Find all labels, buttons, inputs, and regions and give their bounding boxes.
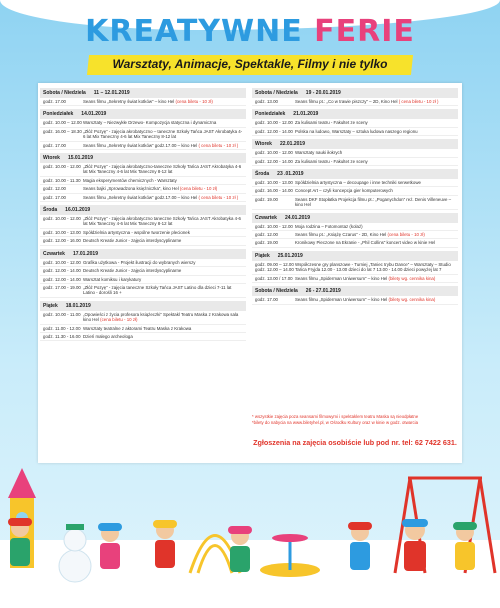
child-icon-5 xyxy=(348,522,372,570)
event-time: godz. 17.00 xyxy=(255,297,278,303)
ticket-price: (bilety wg. cennika kina) xyxy=(388,297,436,303)
event-text: „Złóż Pozyę” - zajęcia akrobatyczno-taneczne Szkoły Tańca JAST Akrobatyka 4-6 lat Mix Taneczny 4-6 lat Mix Taneczny 8-12 lat xyxy=(83,164,242,175)
schedule-row xyxy=(252,296,458,304)
event-description xyxy=(83,285,243,296)
day-date: 18.01.2019 xyxy=(65,302,91,309)
event-description xyxy=(295,180,455,185)
event-description xyxy=(83,268,243,273)
schedule-row xyxy=(252,158,458,166)
event-description xyxy=(83,186,243,191)
ticket-price: (cena biletu - 10 zł) xyxy=(175,99,213,104)
child-icon-6 xyxy=(402,519,428,571)
event-description xyxy=(83,164,243,175)
schedule-row xyxy=(252,119,458,127)
day-date: 25.01.2019 xyxy=(277,252,303,259)
day-name: Poniedziałek xyxy=(43,111,74,118)
event-time: godz. 10.00 - 12.00 xyxy=(43,259,81,265)
event-description xyxy=(83,99,243,104)
event-description xyxy=(83,277,243,282)
event-time: godz. 10.00 - 12.00 xyxy=(255,150,293,156)
event-time: godz. 12.00 - 14.00 xyxy=(43,276,81,282)
day-header xyxy=(252,286,458,296)
event-description xyxy=(295,262,455,273)
day-name: Piątek xyxy=(43,302,58,309)
day-header xyxy=(252,139,458,149)
event-text: Polska na ludowo, Warsztaty – sztuka ludowa naszego regionu xyxy=(295,128,418,134)
event-text: Concept Art – czyli koncepcja gier komputerowych xyxy=(295,188,393,194)
event-text: Warsztaty – Niezwykłe Drzewo- Kompozycja statyczna i dynamiczna xyxy=(83,120,217,126)
event-time: godz. 09.00 – 12.00 godz. 12.00 – 14.00 xyxy=(255,261,294,273)
event-description xyxy=(295,297,455,302)
schedule-column-right xyxy=(252,85,458,305)
event-text: Seans filmu „Spiderman Uniwersum” – kino Hel xyxy=(295,297,388,303)
footnote-free: * wszystkie zajęcia poza seansami filmowymi i spektaklem teatru Maska są nieodpłatne xyxy=(252,414,419,419)
event-time: godz. 12.00 xyxy=(43,186,66,192)
event-time: godz. 10.00 - 12.00 xyxy=(43,216,81,222)
event-text: Grafika użytkowa - Projekt ilustracji do wybranych wierszy xyxy=(83,259,196,265)
footnote-tickets: *bilety do nabycia na www.biletyhel.pl, w Ośrodku Kultury oraz w kinie w godz. otwarcia xyxy=(252,419,418,425)
day-date: 16.01.2019 xyxy=(65,207,91,214)
title-word-2: FERIE xyxy=(314,14,415,49)
event-text: Współczesne gry planszowe - Turniej „Taniec trybu Dance” – Warsztaty – Studio Tańca Fryjda 12.00 - 13.00 dzieci do lat 7 13.00 - 14.00 dzieci powyżej lat 7 xyxy=(295,261,451,273)
event-time: godz. 17.00 xyxy=(43,142,66,148)
day-name: Czwartek xyxy=(43,250,65,257)
day-date: 19 - 20.01.2019 xyxy=(305,90,341,96)
event-description xyxy=(295,232,455,237)
day-date: 14.01.2019 xyxy=(81,111,107,118)
event-description xyxy=(295,224,455,229)
ticket-price: ( cena biletu - 10 zł ) xyxy=(198,142,239,148)
event-description xyxy=(83,334,243,339)
event-time: godz. 10.00 - 11.30 xyxy=(43,177,81,183)
child-icon-4 xyxy=(228,526,252,572)
day-name: Wtorek xyxy=(43,155,60,162)
event-time: godz. 12.00 xyxy=(255,232,278,238)
ticket-price: (bilety wg. cennika kina) xyxy=(388,275,436,281)
schedule-row xyxy=(252,261,458,275)
day-name: Środa xyxy=(255,171,270,178)
schedule-row xyxy=(40,177,246,185)
schedule-row xyxy=(252,275,458,283)
schedule-row xyxy=(40,325,246,333)
day-header xyxy=(40,301,246,311)
schedule-row xyxy=(252,98,458,106)
event-time: godz. 16.00 – 18.30 xyxy=(43,128,82,134)
footnotes xyxy=(252,414,458,425)
schedule-row xyxy=(40,276,246,284)
schedule-column-left xyxy=(40,85,246,341)
event-description xyxy=(83,230,243,235)
day-header xyxy=(40,205,246,215)
event-text: Deutsch Kreativ Junior - zajęcia interdyscyplinarne xyxy=(83,268,182,274)
day-date: 17.01.2019 xyxy=(72,250,98,257)
event-time: godz. 17.00 xyxy=(43,99,66,104)
event-text: Za kulisami teatru - Fakultet ze sceny xyxy=(295,158,368,164)
schedule-row xyxy=(40,128,246,142)
schedule-row xyxy=(40,284,246,298)
event-text: Warsztat komiksu i karykatury xyxy=(83,276,142,282)
event-time: godz. 12.00 - 14.00 xyxy=(43,268,81,274)
event-description xyxy=(83,238,243,243)
schedule-row xyxy=(252,231,458,239)
event-description xyxy=(295,240,455,245)
schedule-row xyxy=(40,119,246,127)
event-text: Dzień malego archeologa xyxy=(83,333,133,339)
event-time: godz. 10.00 - 12.00 xyxy=(43,164,81,170)
event-time: godz. 10.00 – 12.00 xyxy=(43,120,82,126)
page-title xyxy=(0,14,500,49)
event-text: Seans filmu „Spiderman Uniwersum” – kino Hel xyxy=(295,275,388,281)
event-description xyxy=(295,120,455,125)
event-text: Spółdzielnia artystyczna – decoupage i inne techniki serwetkowe xyxy=(295,180,421,186)
day-header xyxy=(252,109,458,119)
schedule-row xyxy=(252,128,458,136)
event-text: „Złóż Pozyę” - zajęcia akrobatyczno – taneczne Szkoły Tańca JAST Akrobatyka 4-6 lat Mix Taneczny 4-6 lat Mix Taneczny 8-12 lat xyxy=(83,128,243,140)
schedule-row xyxy=(252,179,458,187)
event-description xyxy=(295,188,455,193)
ticket-price: ( cena biletu - 10 zł ) xyxy=(198,194,239,200)
day-date: 26 - 27.01.2019 xyxy=(305,288,341,295)
event-description xyxy=(83,195,243,200)
day-date: 24.01.2019 xyxy=(284,214,310,221)
schedule-row xyxy=(40,333,246,341)
event-text: Spółdzielnia artystyczna - wspólne tworzenie plecionek xyxy=(83,229,190,235)
event-description xyxy=(295,197,455,208)
schedule-row xyxy=(40,311,246,325)
winter-playground-illustration xyxy=(0,458,500,608)
event-time: godz. 10.00 - 13.00 xyxy=(43,229,81,235)
event-time: godz. 12.00 - 14.00 xyxy=(255,158,293,164)
registration-info: Zgłoszenia na zajęcia osobiście lub pod nr. tel: 62 7422 631. xyxy=(253,438,457,447)
event-time: godz. 12.00 - 16.00 xyxy=(43,238,81,244)
schedule-row xyxy=(252,149,458,157)
event-description xyxy=(295,99,455,104)
day-date: 15.01.2019 xyxy=(67,155,93,162)
schedule-row xyxy=(40,215,246,229)
day-header xyxy=(252,251,458,261)
event-time: godz. 10.00 - 13.00 xyxy=(255,180,293,186)
event-text: Seans filmu pt.: „Co w trawie piszczy” – 2D, Kino Hel xyxy=(295,99,398,104)
schedule-row xyxy=(252,187,458,195)
schedule-panel xyxy=(38,83,462,463)
event-description xyxy=(83,178,243,183)
event-text: Seans filmu pt.: „Książę Czarus” - 2D, Kino Hel xyxy=(295,232,387,238)
event-text: „Opowieści z życia profesora książeczki” Spektakl Teatru Maska z Krakowa sala kino Hel xyxy=(83,311,239,323)
event-text: Deutsch Kreativ Junior - zajęcia interdyscyplinarne xyxy=(83,238,182,244)
event-text: „Złóż Pozyę” - zajęcia akrobatyczno taneczne Szkoły Tańca JAST Akrobatyka 4-6 lat Mix Taneczny 4-6 lat Mix Taneczny 8-12 lat xyxy=(83,216,241,227)
child-icon-7 xyxy=(453,522,477,570)
day-name: Sobota / Niedziela xyxy=(255,288,298,295)
event-time: godz. 19.00 xyxy=(255,240,278,246)
event-text: Seans filmu „Sekretny świat kotków” godz.17.00 – kino Hel xyxy=(83,142,198,148)
event-time: godz. 13.00 / 17.00 xyxy=(255,275,293,281)
event-description xyxy=(83,216,243,227)
schedule-row xyxy=(252,223,458,231)
event-time: godz. 10.00 - 12.00 xyxy=(255,120,293,126)
event-text: Seans DKF Stopłatka Projekcja filmu pt.: „Poganychdon” reż. Denis Villeneuve – kino Hel xyxy=(295,196,452,208)
schedule-row xyxy=(40,267,246,275)
title-word-1: KREATYWNE xyxy=(85,14,303,49)
schedule-row xyxy=(40,229,246,237)
event-description xyxy=(83,312,243,323)
day-date: 21.01.2019 xyxy=(293,111,319,118)
day-name: Sobota / Niedziela xyxy=(255,90,298,96)
day-date: 11 – 12.01.2019 xyxy=(93,90,130,96)
schedule-row xyxy=(252,196,458,210)
event-text: Magia eksperymentów chemicznych - Warsztaty xyxy=(83,177,177,183)
schedule-row xyxy=(252,239,458,247)
event-text: Seans bajki „Sprowadzona księżniczka”, kino Hel xyxy=(83,186,179,192)
day-header xyxy=(252,88,458,98)
event-text: Moja rodzina – Fotomontaz (kolaż) xyxy=(295,223,363,229)
event-text: „Złóż Pozyę” - zajęcia taneczne Szkoły Tańca JAST Latino dla dzieci 7-11 lat Latino - dorośli 16 + xyxy=(83,284,232,296)
event-description xyxy=(83,129,243,140)
day-name: Piątek xyxy=(255,252,270,259)
schedule-row xyxy=(40,163,246,177)
event-text: Za kulisami teatru - Fakultet ze sceny xyxy=(295,120,368,126)
day-name: Czwartek xyxy=(255,214,277,221)
event-time: godz. 12.00 - 14.00 xyxy=(255,128,293,134)
day-name: Sobota / Niedziela xyxy=(43,90,86,96)
schedule-row xyxy=(40,259,246,267)
schedule-row xyxy=(40,237,246,245)
day-name: Wtorek xyxy=(255,141,272,148)
event-time: godz. 11.00 - 12.00 xyxy=(43,325,81,331)
event-description xyxy=(83,260,243,265)
schedule-row xyxy=(40,98,246,106)
day-header xyxy=(40,109,246,119)
event-time: godz. 16.00 - 14.00 xyxy=(255,188,293,194)
day-header xyxy=(252,169,458,179)
ticket-price: (cena biletu - 10 zł) xyxy=(179,186,218,192)
child-icon-2 xyxy=(98,523,122,569)
event-text: Warsztaty teatralne z aktorami Teatru Maska z Krakowa xyxy=(83,325,192,331)
event-description xyxy=(295,276,455,281)
event-text: Seans filmu „Sekretny świat kotków” godz.17.00 – kino Hel xyxy=(83,194,198,200)
event-description xyxy=(83,326,243,331)
event-time: godz. 10.00 - 12.00 xyxy=(255,223,293,229)
child-icon-3 xyxy=(153,520,177,568)
event-text: Seans filmu „Sekretny świat kotków” – kino Hel xyxy=(83,99,175,104)
event-description xyxy=(295,129,455,134)
day-header xyxy=(40,249,246,259)
event-time: godz. 11.30 - 16.00 xyxy=(43,333,81,339)
ticket-price: ( cena biletu - 10 zł ) xyxy=(398,99,439,104)
schedule-row xyxy=(40,185,246,193)
event-text: Kronikowy Pieczone na Ekranie - „Phil Collins” koncert video w kinie Hel xyxy=(295,240,436,246)
ticket-price: (cena biletu - 10 zł) xyxy=(100,317,138,323)
event-description xyxy=(295,150,455,155)
day-header xyxy=(40,88,246,98)
event-description xyxy=(83,143,243,148)
day-name: Środa xyxy=(43,207,58,214)
ticket-price: (cena biletu - 10 zł) xyxy=(387,232,425,238)
page-subtitle: Warsztaty, Animacje, Spektakle, Filmy i nie tylko xyxy=(112,57,388,71)
event-description xyxy=(83,120,243,125)
event-time: godz. 13.00 xyxy=(255,99,278,104)
day-date: 23 .01.2019 xyxy=(277,171,304,178)
event-time: godz. 10.00 - 11.00 xyxy=(43,311,81,317)
event-time: godz. 17.00 xyxy=(43,194,66,200)
schedule-row xyxy=(40,142,246,150)
day-header xyxy=(252,213,458,223)
child-icon-1 xyxy=(8,518,32,566)
day-header xyxy=(40,153,246,163)
schedule-row xyxy=(40,194,246,202)
event-text: Warsztaty nauki iłokrych xyxy=(295,150,343,156)
day-date: 22.01.2019 xyxy=(279,141,305,148)
event-description xyxy=(295,159,455,164)
event-time: godz. 17.00 - 19.00 xyxy=(43,284,81,290)
event-time: godz. 19.00 xyxy=(255,196,278,202)
day-name: Poniedziałek xyxy=(255,111,286,118)
